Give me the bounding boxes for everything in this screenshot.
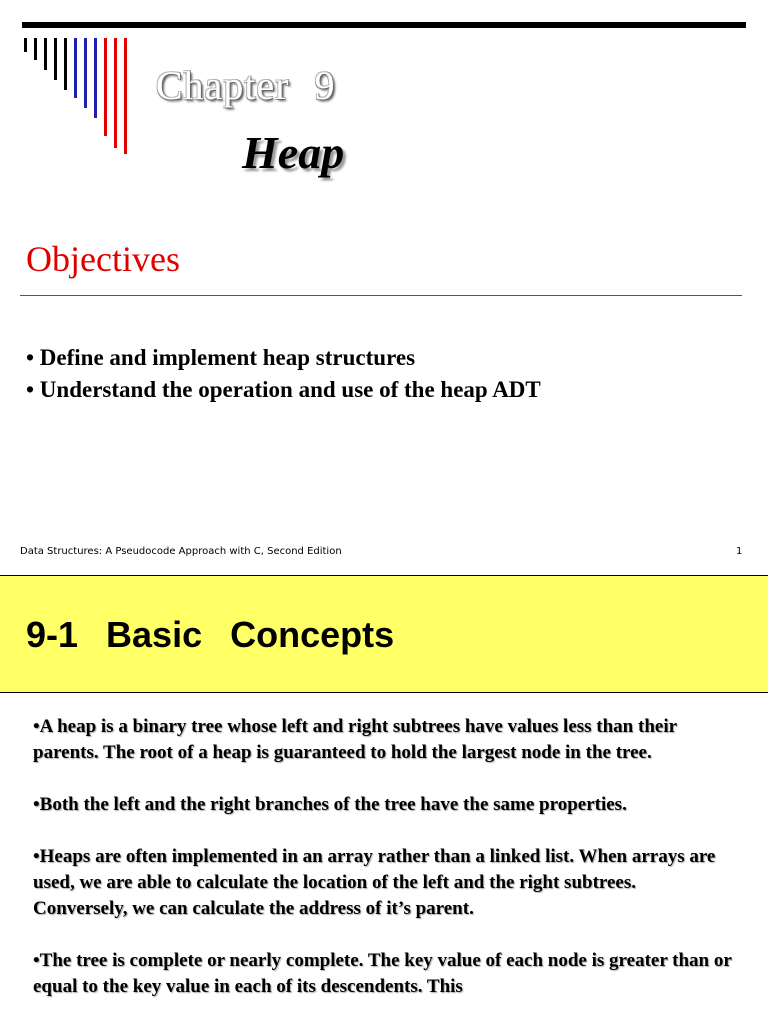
slide-title: Heap	[242, 127, 345, 178]
objectives-list	[26, 342, 541, 406]
objectives-heading: Objectives	[26, 239, 180, 279]
body-paragraph: •A heap is a binary tree whose left and right subtrees have values less than their parents. The root of a heap is guaranteed to hold the largest node in the tree.	[33, 716, 677, 763]
section-title: 9-1 Basic Concepts	[26, 614, 395, 655]
footer-page-number: 1	[736, 546, 743, 557]
chapter-label: Chapter 9	[156, 63, 336, 108]
footer-book-title: Data Structures: A Pseudocode Approach with C, Second Edition	[20, 546, 342, 557]
objective-item: • Understand the operation and use of the heap ADT	[26, 377, 541, 402]
slide-2	[0, 575, 768, 1025]
section-banner	[0, 576, 768, 693]
body-paragraph: •Heaps are often implemented in an array rather than a linked list. When arrays are used, we are able to calculate the location of the left and the right subtrees. Conversely, we can calculate the address of it’s parent.	[33, 846, 716, 919]
objectives-divider	[20, 295, 742, 296]
slide-body	[33, 714, 733, 1026]
objective-item: • Define and implement heap structures	[26, 345, 416, 370]
top-rule	[22, 22, 746, 28]
body-paragraph: •The tree is complete or nearly complete. The key value of each node is greater than or equal to the key value in each of its descendents. This	[33, 950, 732, 997]
decorative-bars	[22, 38, 132, 158]
body-paragraph: •Both the left and the right branches of the tree have the same properties.	[33, 794, 627, 815]
